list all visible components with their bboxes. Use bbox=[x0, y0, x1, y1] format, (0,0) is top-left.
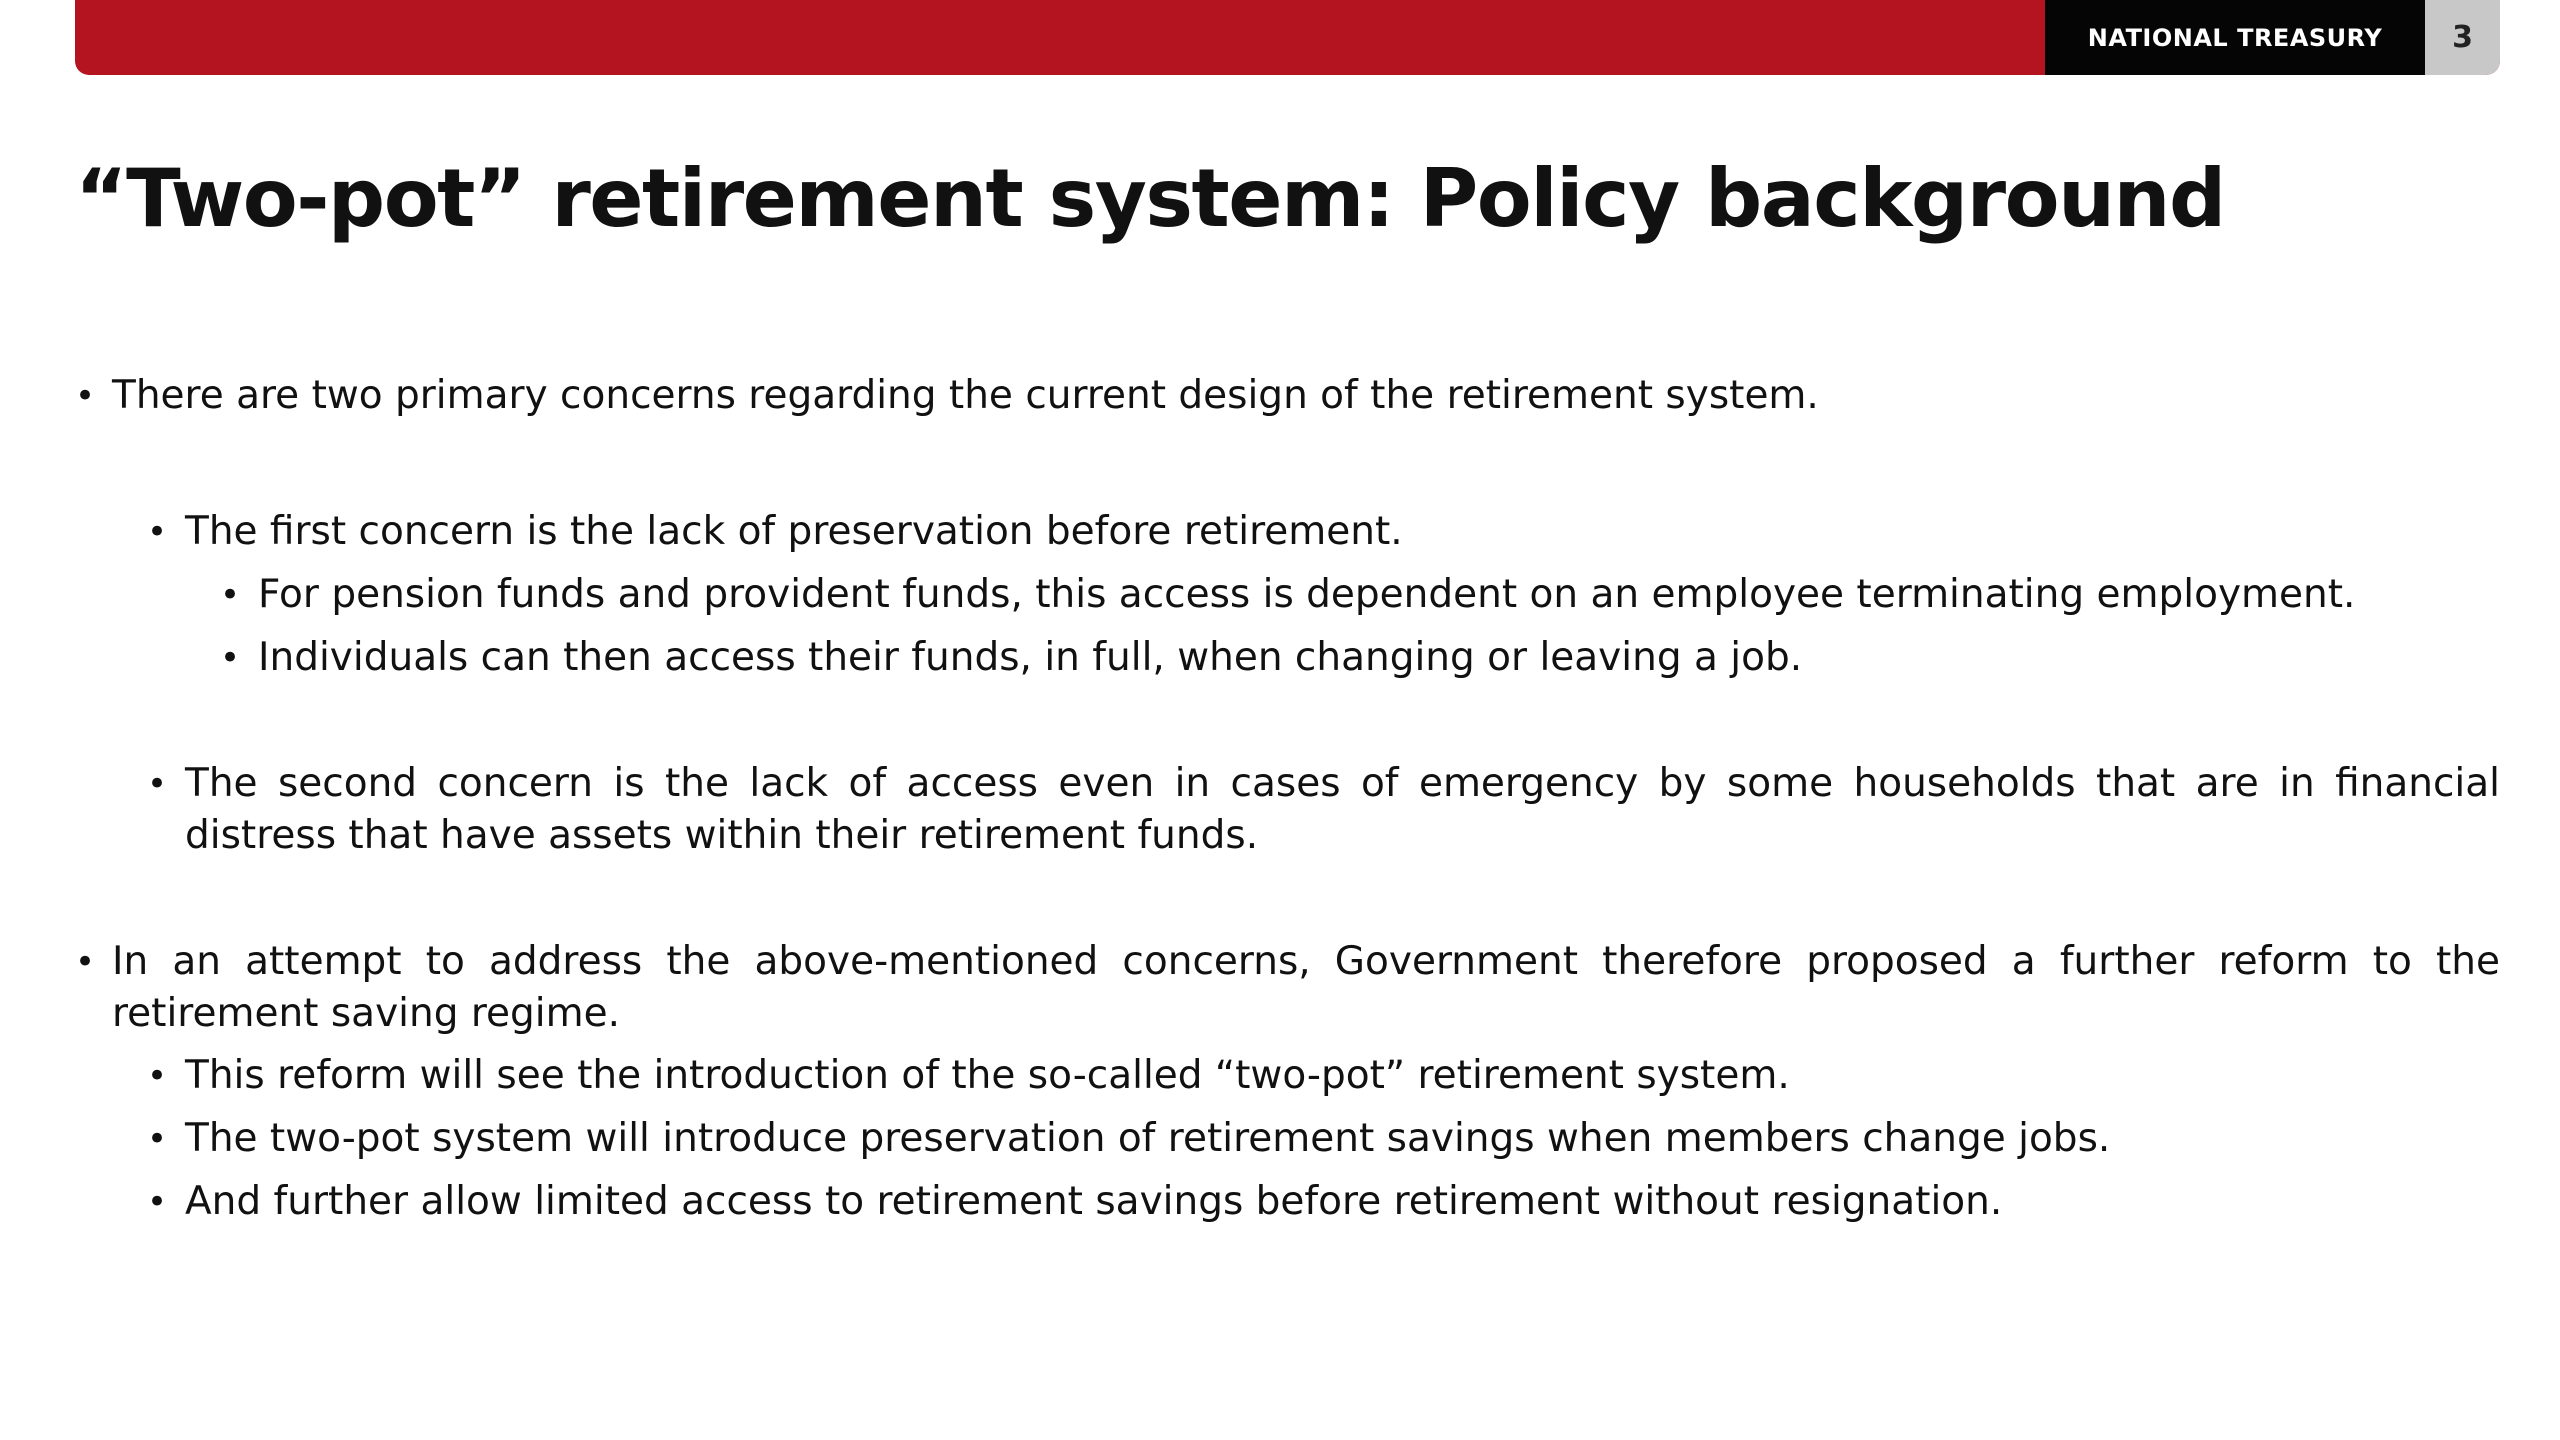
bullet-text: In an attempt to address the above-mentioned concerns, Government therefore proposed a further reform to the retirement saving regime. bbox=[112, 939, 2500, 1036]
bullet-item bbox=[75, 370, 2500, 422]
bullet-text: Individuals can then access their funds, in full, when changing or leaving a job. bbox=[258, 635, 1803, 680]
bullet-dot: • bbox=[75, 942, 96, 982]
header-bar bbox=[75, 0, 2500, 75]
bullet-text: There are two primary concerns regarding the current design of the retirement system. bbox=[112, 373, 1819, 418]
bullet-text: The first concern is the lack of preservation before retirement. bbox=[185, 509, 1403, 554]
bullet-item bbox=[75, 1113, 2500, 1165]
bullet-dot: • bbox=[147, 1056, 168, 1096]
bullet-item bbox=[75, 758, 2500, 862]
brand-box bbox=[2045, 0, 2425, 75]
bullet-item bbox=[75, 936, 2500, 1040]
slide-title: “Two-pot” retirement system: Policy background bbox=[75, 152, 2225, 245]
bullet-dot: • bbox=[147, 1119, 168, 1159]
bullet-dot: • bbox=[147, 1182, 168, 1222]
bullet-dot: • bbox=[220, 575, 241, 615]
bullet-dot: • bbox=[147, 512, 168, 552]
bullet-text: This reform will see the introduction of the so-called “two-pot” retirement system. bbox=[185, 1053, 1790, 1098]
bullet-text: The second concern is the lack of access even in cases of emergency by some households that are in financial distress that have assets within their retirement funds. bbox=[185, 761, 2500, 858]
bullet-item bbox=[75, 1176, 2500, 1228]
bullet-dot: • bbox=[147, 764, 168, 804]
brand-name: NATIONAL TREASURY bbox=[2087, 23, 2383, 52]
slide-number: 3 bbox=[2452, 20, 2473, 55]
bullet-dot: • bbox=[75, 376, 96, 416]
bullet-item bbox=[75, 506, 2500, 558]
bullet-item bbox=[75, 569, 2500, 621]
bullet-text: For pension funds and provident funds, this access is dependent on an employee terminating employment. bbox=[258, 572, 2356, 617]
bullet-item bbox=[75, 1050, 2500, 1102]
bullet-list bbox=[75, 370, 2500, 1228]
bullet-text: The two-pot system will introduce preservation of retirement savings when members change jobs. bbox=[185, 1116, 2111, 1161]
slide-number-box bbox=[2425, 0, 2500, 75]
bullet-item bbox=[75, 632, 2500, 684]
bullet-text: And further allow limited access to retirement savings before retirement without resignation. bbox=[185, 1179, 2003, 1224]
bullet-dot: • bbox=[220, 638, 241, 678]
